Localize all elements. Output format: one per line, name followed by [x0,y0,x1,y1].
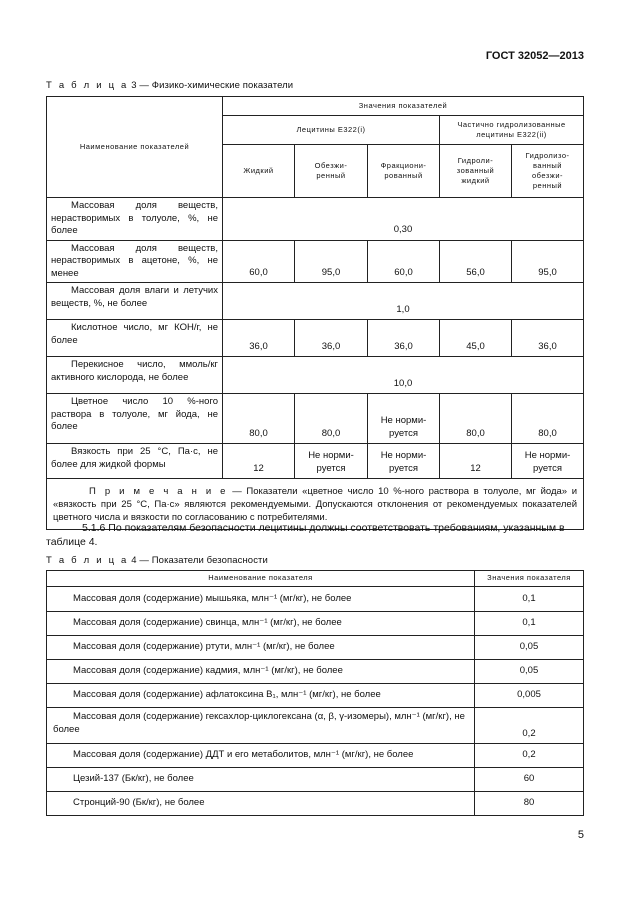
row-name: Массовая доля (содержание) кадмия, млн⁻¹ (мг/кг), не более [47,660,475,684]
row-value: 56,0 [440,240,512,283]
table4-caption-prefix: Т а б л и ц а [46,555,129,566]
row-name: Кислотное число, мг КОН/г, не более [47,320,223,357]
row-name: Массовая доля (содержание) афлатоксина В₁, млн⁻¹ (мг/кг), не более [47,684,475,708]
row-value: 12 [440,444,512,479]
row-name: Цветное число 10 %-ного раствора в толуоле, мг йода, не более [47,394,223,444]
table-row [47,636,584,660]
table-row [47,240,584,283]
col-header-name: Наименование показателей [47,97,223,198]
table-row [47,357,584,394]
row-value: 0,005 [475,684,584,708]
row-name: Массовая доля (содержание) ДДТ и его метаболитов, млн⁻¹ (мг/кг), не более [47,744,475,768]
row-value: Не норми-руется [368,394,440,444]
row-value: 80 [475,792,584,816]
col-header-values: Значения показателей [223,97,584,116]
col-header-value: Значения показателя [475,571,584,587]
row-value: 36,0 [368,320,440,357]
row-name: Массовая доля веществ, нерастворимых в ацетоне, %, не менее [47,240,223,283]
row-value: 0,1 [475,587,584,612]
row-value: Не норми-руется [295,444,368,479]
row-value: 0,1 [475,612,584,636]
col-header-name: Наименование показателя [47,571,475,587]
table3-caption-prefix: Т а б л и ц а [46,80,129,91]
row-value: 12 [223,444,295,479]
row-value: 0,30 [223,198,584,241]
row-value: 80,0 [440,394,512,444]
row-value: Не норми-руется [512,444,584,479]
table-row [47,394,584,444]
row-value: 36,0 [295,320,368,357]
row-value: 1,0 [223,283,584,320]
table-row [47,744,584,768]
group-header-e322i: Лецитины Е322(i) [223,116,440,145]
table-row [47,283,584,320]
row-name: Стронций-90 (Бк/кг), не более [47,792,475,816]
page-number: 5 [577,829,584,841]
row-value: 0,05 [475,660,584,684]
standard-header: ГОСТ 32052—2013 [485,50,584,62]
table-row [47,660,584,684]
table-row [47,587,584,612]
row-value: 36,0 [223,320,295,357]
table-row [47,792,584,816]
row-name: Массовая доля (содержание) мышьяка, млн⁻¹ (мг/кг), не более [47,587,475,612]
note-prefix: П р и м е ч а н и е [89,486,228,497]
row-value: 10,0 [223,357,584,394]
table-row [47,708,584,744]
row-name: Перекисное число, ммоль/кг активного кислорода, не более [47,357,223,394]
row-value: 95,0 [295,240,368,283]
row-value: 36,0 [512,320,584,357]
sub-header-hydrolyzed-defatted: Гидролизо-ванный обезжи-ренный [512,145,584,198]
table-row [47,444,584,479]
sub-header-liquid: Жидкий [223,145,295,198]
table-row [47,684,584,708]
table-row [47,612,584,636]
row-value: 60,0 [223,240,295,283]
table4-caption-title: 4 — Показатели безопасности [131,555,268,566]
sub-header-fractionated: Фракциони-рованный [368,145,440,198]
note-text: — Показатели «цветное число 10 %-ного раствора в толуоле, мг йода» и «вязкость при 25 °С, Па·с» являются рекомендуемыми. Допускаются отклонения от рекомендуемых показателей цветного числа и вязкости по согласованию с потребителями. [53,486,578,523]
row-name: Массовая доля веществ, нерастворимых в толуоле, %, не более [47,198,223,241]
row-name: Массовая доля влаги и летучих веществ, %, не более [47,283,223,320]
row-value: 0,2 [475,708,584,744]
row-value: 0,2 [475,744,584,768]
row-value: 80,0 [295,394,368,444]
row-value: 0,05 [475,636,584,660]
sub-header-hydrolyzed-liquid: Гидроли-зованный жидкий [440,145,512,198]
table3-caption [46,80,293,91]
row-value: 60 [475,768,584,792]
row-value: 60,0 [368,240,440,283]
row-name: Массовая доля (содержание) гексахлор-циклогексана (α, β, γ-изомеры), млн⁻¹ (мг/кг), не более [47,708,475,744]
table-row [47,768,584,792]
row-value: 80,0 [223,394,295,444]
clause-5-1-6: 5.1.6 По показателям безопасности лецитины должны соответствовать требованиям, указанным в таблице 4. [46,522,565,548]
safety-indicators-table [46,570,584,816]
row-name: Массовая доля (содержание) свинца, млн⁻¹ (мг/кг), не более [47,612,475,636]
table-row [47,320,584,357]
table4-caption [46,555,268,566]
table-row [47,198,584,241]
row-name: Массовая доля (содержание) ртути, млн⁻¹ (мг/кг), не более [47,636,475,660]
row-name: Вязкость при 25 °С, Па·с, не более для жидкой формы [47,444,223,479]
row-name: Цезий-137 (Бк/кг), не более [47,768,475,792]
sub-header-defatted: Обезжи-ренный [295,145,368,198]
row-value: 80,0 [512,394,584,444]
group-header-e322ii: Частично гидролизованные лецитины Е322(ii) [440,116,584,145]
row-value: 95,0 [512,240,584,283]
row-value: 45,0 [440,320,512,357]
row-value: Не норми-руется [368,444,440,479]
physico-chemical-table [46,96,584,530]
table3-caption-title: 3 — Физико-химические показатели [131,80,294,91]
